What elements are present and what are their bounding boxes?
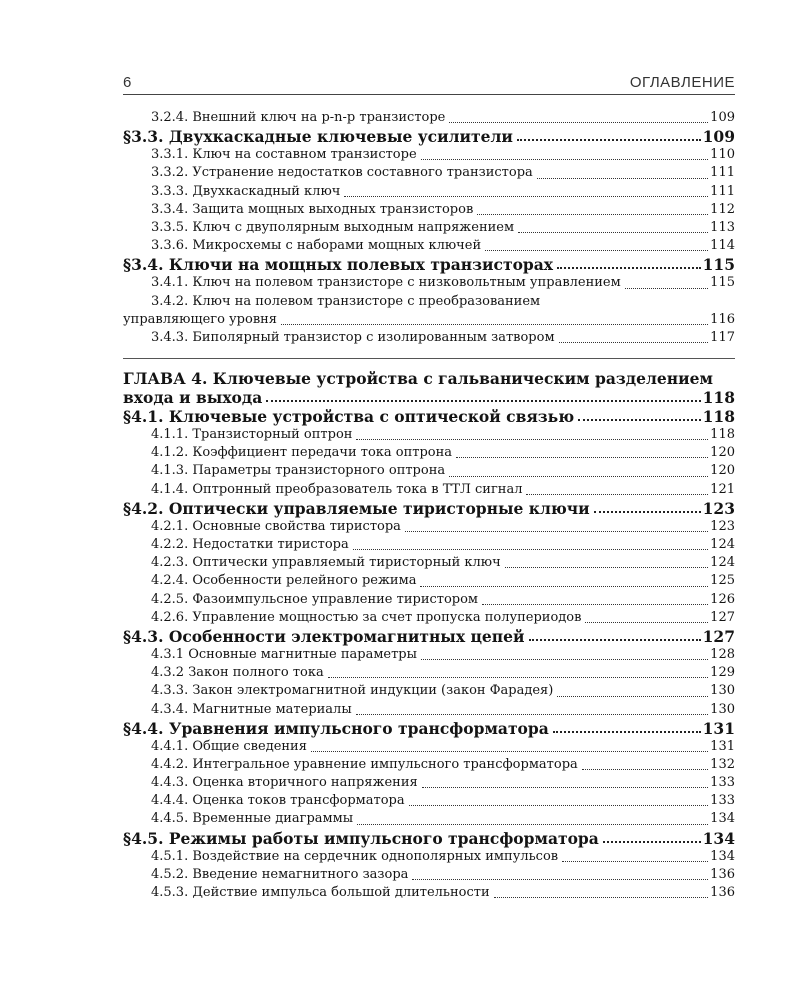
- toc-entry-page: 109: [702, 127, 735, 147]
- toc-entry-page: 127: [702, 626, 735, 646]
- dot-leader: [562, 861, 708, 862]
- toc-entry-page: 112: [710, 201, 735, 217]
- toc-subsection-entry[interactable]: [123, 810, 735, 828]
- toc-subsection-entry[interactable]: [123, 591, 735, 609]
- dot-leader: [344, 196, 708, 197]
- dot-leader: [353, 549, 708, 550]
- toc-entry-label: 4.5.3. Действие импульса большой длительности: [151, 885, 490, 900]
- toc-entry-page: 111: [710, 183, 735, 199]
- toc-subsection-entry[interactable]: [123, 756, 735, 774]
- toc-entry-label: 3.3.3. Двухкаскадный ключ: [151, 183, 341, 199]
- toc-entry-page: 133: [710, 775, 735, 791]
- toc-entry-label: 3.3.2. Устранение недостатков составного транзистора: [151, 165, 533, 181]
- toc-entry-page: 123: [702, 498, 735, 518]
- toc-entry-page: 125: [710, 573, 735, 589]
- dot-leader: [625, 288, 708, 289]
- toc-subsection-entry[interactable]: [123, 848, 735, 866]
- toc-entry-wrapped-second-line[interactable]: [123, 311, 735, 329]
- toc-entry-page: 110: [710, 147, 735, 163]
- toc-entry-page: 134: [710, 811, 735, 827]
- toc-entry-page: 129: [710, 665, 735, 681]
- dot-leader: [594, 511, 701, 513]
- toc-section-entry[interactable]: [123, 255, 735, 274]
- toc-section-entry[interactable]: [123, 407, 735, 426]
- toc-entry-label: 4.1.4. Оптронный преобразователь тока в ТТЛ сигнал: [151, 481, 523, 497]
- toc-entry-page: 121: [710, 481, 735, 497]
- toc-entry-page: 118: [702, 407, 735, 427]
- toc-entry-page: 114: [710, 238, 735, 254]
- toc-entry-page: 120: [710, 463, 735, 479]
- toc-section-entry[interactable]: [123, 627, 735, 646]
- toc-subsection-entry[interactable]: [123, 682, 735, 700]
- toc-subsection-entry[interactable]: [123, 201, 735, 219]
- toc-entry-label: 3.4.3. Биполярный транзистор с изолированным затвором: [151, 329, 555, 345]
- toc-entry-label: §4.1. Ключевые устройства с оптической связью: [123, 407, 575, 427]
- toc-entry-label: §4.3. Особенности электромагнитных цепей: [123, 626, 525, 646]
- toc-entry-page: 132: [710, 756, 735, 772]
- toc-subsection-entry[interactable]: [123, 536, 735, 554]
- dot-leader: [356, 714, 709, 715]
- toc-entry-label: 3.3.6. Микросхемы с наборами мощных ключей: [151, 238, 482, 254]
- toc-entry-label: §3.4. Ключи на мощных полевых транзисторах: [123, 255, 554, 275]
- dot-leader: [485, 250, 708, 251]
- dot-leader: [281, 324, 708, 325]
- toc-entry-page: 120: [710, 445, 735, 461]
- toc-entry-label: 3.2.4. Внешний ключ на p-n-p транзисторе: [151, 110, 446, 125]
- dot-leader: [578, 419, 701, 421]
- toc-entry-page: 136: [710, 885, 735, 900]
- toc-block-chapter-4: [123, 407, 735, 902]
- dot-leader: [557, 696, 708, 697]
- dot-leader: [420, 586, 708, 587]
- toc-entry-page: 113: [710, 219, 735, 235]
- dot-leader: [421, 159, 709, 160]
- dot-leader: [494, 897, 709, 898]
- toc-subsection-entry[interactable]: [123, 554, 735, 572]
- toc-entry-page: 124: [710, 537, 735, 552]
- toc-entry-label: 4.3.3. Закон электромагнитной индукции (закон Фарадея): [151, 683, 554, 699]
- toc-entry-page: 117: [710, 329, 735, 345]
- table-of-contents: [123, 109, 735, 902]
- toc-entry-label: 3.3.1. Ключ на составном транзисторе: [151, 147, 417, 163]
- toc-entry-page: 130: [710, 701, 735, 717]
- toc-entry-page: 130: [710, 683, 735, 699]
- dot-leader: [582, 769, 708, 770]
- toc-entry-label: 4.4.5. Временные диаграммы: [151, 811, 354, 827]
- toc-entry-label: 4.5.1. Воздействие на сердечник однополярных импульсов: [151, 848, 559, 864]
- toc-subsection-entry[interactable]: [123, 664, 735, 682]
- toc-section-entry[interactable]: [123, 829, 735, 848]
- dot-leader: [518, 232, 708, 233]
- toc-section-entry[interactable]: [123, 499, 735, 518]
- toc-entry-label: 4.2.3. Оптически управляемый тиристорный ключ: [151, 555, 501, 571]
- toc-subsection-entry[interactable]: [123, 462, 735, 480]
- toc-entry-page: 109: [710, 110, 735, 125]
- dot-leader: [505, 567, 708, 568]
- dot-leader: [526, 494, 708, 495]
- chapter-heading-page: 118: [702, 388, 735, 408]
- dot-leader: [537, 178, 708, 179]
- toc-entry-label: 4.1.3. Параметры транзисторного оптрона: [151, 463, 446, 479]
- toc-entry-label: §4.5. Режимы работы импульсного трансформатора: [123, 828, 599, 848]
- chapter-heading-label: входа и выхода: [123, 388, 263, 408]
- toc-entry-label: управляющего уровня: [123, 311, 278, 327]
- toc-entry-page: 131: [710, 738, 735, 754]
- toc-entry-label: 4.4.1. Общие сведения: [151, 738, 307, 754]
- toc-entry-label: 4.2.6. Управление мощностью за счет пропуска полупериодов: [151, 609, 582, 625]
- toc-section-entry[interactable]: [123, 127, 735, 146]
- toc-subsection-entry[interactable]: [123, 609, 735, 627]
- dot-leader: [421, 659, 708, 660]
- toc-subsection-entry[interactable]: [123, 518, 735, 536]
- toc-subsection-entry[interactable]: [123, 792, 735, 810]
- toc-section-entry[interactable]: [123, 719, 735, 738]
- toc-entry-label: 4.4.4. Оценка токов трансформатора: [151, 793, 405, 809]
- toc-entry-page: 115: [710, 275, 735, 291]
- toc-entry-page: 134: [710, 848, 735, 864]
- toc-entry-label: 4.4.3. Оценка вторичного напряжения: [151, 775, 418, 791]
- dot-leader: [456, 457, 708, 458]
- toc-entry-label: §3.3. Двухкаскадные ключевые усилители: [123, 127, 513, 147]
- toc-entry-page: 128: [710, 646, 735, 662]
- toc-subsection-entry[interactable]: [123, 774, 735, 792]
- dot-leader: [356, 439, 708, 440]
- chapter-divider: [123, 358, 735, 359]
- toc-subsection-entry[interactable]: [123, 884, 735, 902]
- dot-leader: [405, 531, 708, 532]
- toc-entry-page: 136: [710, 866, 735, 882]
- dot-leader: [357, 824, 708, 825]
- dot-leader: [477, 214, 708, 215]
- toc-subsection-entry[interactable]: [123, 481, 735, 499]
- page-number: 6: [123, 74, 132, 91]
- dot-leader: [266, 400, 700, 402]
- toc-entry-page: 131: [702, 718, 735, 738]
- toc-entry-page: 126: [710, 591, 735, 607]
- dot-leader: [553, 731, 701, 733]
- toc-entry-label: 3.3.4. Защита мощных выходных транзисторов: [151, 201, 474, 217]
- toc-subsection-entry[interactable]: [123, 426, 735, 444]
- dot-leader: [585, 622, 708, 623]
- toc-entry-label: 3.3.5. Ключ с двуполярным выходным напряжением: [151, 219, 515, 235]
- toc-entry-page: 111: [710, 165, 735, 181]
- dot-leader: [328, 677, 708, 678]
- running-title: ОГЛАВЛЕНИЕ: [629, 74, 735, 91]
- toc-entry-page: 127: [710, 609, 735, 625]
- toc-entry-label: 4.1.2. Коэффициент передачи тока оптрона: [151, 445, 453, 461]
- toc-subsection-entry[interactable]: [123, 701, 735, 719]
- dot-leader: [412, 879, 708, 880]
- dot-leader: [409, 805, 709, 806]
- toc-subsection-entry[interactable]: [123, 274, 735, 292]
- toc-subsection-entry[interactable]: [123, 866, 735, 884]
- toc-entry-page: 116: [710, 311, 735, 327]
- dot-leader: [603, 841, 701, 843]
- toc-entry-label: 4.5.2. Введение немагнитного зазора: [151, 866, 409, 882]
- toc-subsection-entry[interactable]: [123, 164, 735, 182]
- toc-entry-page: 118: [710, 427, 735, 443]
- toc-entry-label: 4.3.2 Закон полного тока: [151, 665, 324, 681]
- toc-subsection-entry[interactable]: [123, 329, 735, 347]
- toc-entry-page: 134: [702, 828, 735, 848]
- dot-leader: [557, 267, 701, 269]
- toc-subsection-entry[interactable]: [123, 237, 735, 255]
- dot-leader: [482, 604, 708, 605]
- toc-entry-page: 123: [710, 518, 735, 534]
- toc-entry-wrapped-first-line[interactable]: 3.4.2. Ключ на полевом транзисторе с преобразованием: [151, 293, 541, 309]
- toc-entry-label: 4.3.4. Магнитные материалы: [151, 701, 352, 717]
- toc-subsection-entry[interactable]: [123, 146, 735, 164]
- dot-leader: [449, 122, 708, 123]
- toc-entry-label: §4.4. Уравнения импульсного трансформатора: [123, 718, 549, 738]
- dot-leader: [422, 787, 708, 788]
- dot-leader: [559, 342, 709, 343]
- toc-entry-page: 115: [702, 255, 735, 275]
- toc-subsection-entry[interactable]: [123, 738, 735, 756]
- toc-entry-label: 4.2.2. Недостатки тиристора: [151, 537, 349, 552]
- toc-entry-page: 124: [710, 555, 735, 571]
- chapter-heading-first-line[interactable]: ГЛАВА 4. Ключевые устройства с гальваническим разделением: [123, 369, 713, 389]
- dot-leader: [529, 639, 701, 641]
- toc-subsection-entry[interactable]: [123, 219, 735, 237]
- toc-subsection-entry[interactable]: [123, 109, 735, 127]
- toc-subsection-entry[interactable]: [123, 646, 735, 664]
- dot-leader: [517, 139, 701, 141]
- toc-entry-label: 4.3.1 Основные магнитные параметры: [151, 646, 417, 662]
- toc-block-chapter-3-end: [123, 329, 735, 347]
- dot-leader: [311, 751, 708, 752]
- toc-subsection-entry[interactable]: [123, 572, 735, 590]
- toc-entry-label: 4.1.1. Транзисторный оптрон: [151, 427, 353, 443]
- toc-entry-label: 4.4.2. Интегральное уравнение импульсного трансформатора: [151, 756, 578, 772]
- toc-entry-label: §4.2. Оптически управляемые тиристорные ключи: [123, 498, 590, 518]
- toc-entry-page: 133: [710, 793, 735, 809]
- toc-entry-label: 4.2.4. Особенности релейного режима: [151, 573, 417, 589]
- chapter-heading-second-line[interactable]: [123, 388, 735, 407]
- toc-block-chapter-3: [123, 109, 735, 293]
- book-page: [123, 70, 735, 902]
- toc-subsection-entry[interactable]: [123, 444, 735, 462]
- toc-subsection-entry[interactable]: [123, 183, 735, 201]
- dot-leader: [449, 476, 708, 477]
- toc-entry-label: 4.2.5. Фазоимпульсное управление тиристором: [151, 591, 479, 607]
- toc-entry-label: 3.4.1. Ключ на полевом транзисторе с низковольтным управлением: [151, 275, 621, 291]
- running-head: [123, 70, 735, 95]
- toc-entry-label: 4.2.1. Основные свойства тиристора: [151, 518, 401, 534]
